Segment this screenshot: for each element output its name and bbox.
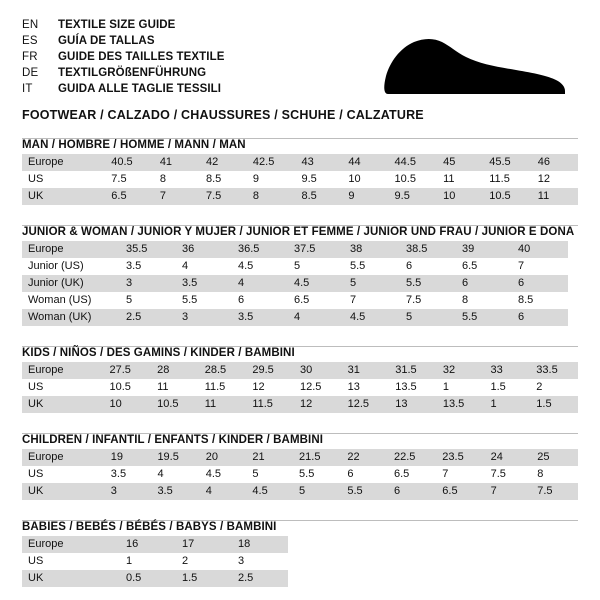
size-cell: 3 <box>176 309 232 326</box>
size-cell: 2 <box>176 553 232 570</box>
size-cell: 40 <box>512 241 568 258</box>
size-cell: 12 <box>532 171 578 188</box>
language-code: EN <box>22 19 39 31</box>
size-cell: 7 <box>344 292 400 309</box>
size-cell: 12.5 <box>294 379 342 396</box>
table-row <box>22 449 578 466</box>
size-cell: 36.5 <box>232 241 288 258</box>
table-row <box>22 241 568 258</box>
size-cell: 35.5 <box>120 241 176 258</box>
size-cell: 31 <box>342 362 390 379</box>
size-cell: 17 <box>176 536 232 553</box>
size-cell: 44 <box>342 154 388 171</box>
size-cell: 11.5 <box>483 171 532 188</box>
language-title: TEXTILGRÖßENFÜHRUNG <box>58 67 207 79</box>
size-cell: 3.5 <box>176 275 232 292</box>
size-cell: 1.5 <box>176 570 232 587</box>
size-cell: 44.5 <box>389 154 438 171</box>
size-cell: 5 <box>246 466 293 483</box>
size-cell: 12 <box>294 396 342 413</box>
table-row <box>22 570 288 587</box>
size-cell: 5.5 <box>293 466 341 483</box>
row-label: Europe <box>22 536 120 553</box>
size-table <box>22 362 578 413</box>
size-cell: 3.5 <box>151 483 199 500</box>
size-cell: 4 <box>200 483 247 500</box>
size-cell: 5 <box>293 483 341 500</box>
language-title-list <box>22 18 225 98</box>
row-label: Junior (US) <box>22 258 120 275</box>
size-cell: 5.5 <box>456 309 512 326</box>
size-cell: 39 <box>456 241 512 258</box>
category-title: FOOTWEAR / CALZADO / CHAUSSURES / SCHUHE / CALZATURE <box>22 108 424 122</box>
size-cell: 5.5 <box>400 275 456 292</box>
size-cell: 8 <box>456 292 512 309</box>
table-row <box>22 309 568 326</box>
size-cell: 2.5 <box>232 570 288 587</box>
size-block <box>22 225 578 326</box>
table-row <box>22 292 568 309</box>
row-label: US <box>22 171 105 188</box>
language-row <box>22 18 225 34</box>
size-cell: 10.5 <box>389 171 438 188</box>
row-label: US <box>22 466 105 483</box>
size-cell: 2.5 <box>120 309 176 326</box>
size-cell: 33 <box>484 362 530 379</box>
size-cell: 11 <box>532 188 578 205</box>
size-cell: 6.5 <box>436 483 484 500</box>
table-row <box>22 483 578 500</box>
size-cell: 38 <box>344 241 400 258</box>
size-cell: 11 <box>151 379 199 396</box>
size-cell: 5 <box>344 275 400 292</box>
language-row <box>22 66 225 82</box>
size-cell: 38.5 <box>400 241 456 258</box>
size-cell: 4.5 <box>200 466 247 483</box>
size-cell: 5.5 <box>344 258 400 275</box>
table-row <box>22 154 578 171</box>
size-block <box>22 433 578 500</box>
size-cell: 13.5 <box>437 396 485 413</box>
size-table <box>22 536 288 587</box>
size-cell: 1 <box>484 396 530 413</box>
size-cell: 3 <box>232 553 288 570</box>
size-cell: 28 <box>151 362 199 379</box>
size-cell: 12.5 <box>342 396 390 413</box>
size-cell: 0.5 <box>120 570 176 587</box>
size-cell: 7 <box>436 466 484 483</box>
language-row <box>22 50 225 66</box>
table-row <box>22 536 288 553</box>
size-cell: 22 <box>341 449 388 466</box>
size-cell: 9 <box>247 171 296 188</box>
size-cell: 28.5 <box>199 362 247 379</box>
size-cell: 6 <box>341 466 388 483</box>
size-cell: 40.5 <box>105 154 154 171</box>
size-cell: 45.5 <box>483 154 532 171</box>
size-block <box>22 520 578 587</box>
size-cell: 9.5 <box>295 171 342 188</box>
table-row <box>22 188 578 205</box>
size-cell: 7 <box>512 258 568 275</box>
language-row <box>22 82 225 98</box>
size-cell: 9 <box>342 188 388 205</box>
size-cell: 11.5 <box>199 379 247 396</box>
size-cell: 20 <box>200 449 247 466</box>
size-cell: 6 <box>232 292 288 309</box>
size-cell: 3.5 <box>105 466 152 483</box>
size-cell: 6.5 <box>456 258 512 275</box>
size-cell: 18 <box>232 536 288 553</box>
row-label: Junior (UK) <box>22 275 120 292</box>
size-cell: 7.5 <box>531 483 578 500</box>
table-row <box>22 275 568 292</box>
table-row <box>22 396 578 413</box>
size-cell: 5 <box>400 309 456 326</box>
size-cell: 5.5 <box>176 292 232 309</box>
size-cell: 37.5 <box>288 241 344 258</box>
language-title: GUIDE DES TAILLES TEXTILE <box>58 51 225 63</box>
size-cell: 4.5 <box>288 275 344 292</box>
size-cell: 3 <box>120 275 176 292</box>
size-cell: 8.5 <box>295 188 342 205</box>
table-row <box>22 466 578 483</box>
size-cell: 6 <box>512 309 568 326</box>
size-cell: 1.5 <box>484 379 530 396</box>
size-table <box>22 449 578 500</box>
table-row <box>22 258 568 275</box>
size-cell: 43 <box>295 154 342 171</box>
size-cell: 3.5 <box>232 309 288 326</box>
row-label: Europe <box>22 362 103 379</box>
size-cell: 23.5 <box>436 449 484 466</box>
size-cell: 6 <box>512 275 568 292</box>
table-row <box>22 553 288 570</box>
size-cell: 4 <box>151 466 199 483</box>
size-cell: 8.5 <box>512 292 568 309</box>
size-cell: 45 <box>437 154 483 171</box>
size-cell: 19.5 <box>151 449 199 466</box>
size-cell: 19 <box>105 449 152 466</box>
size-cell: 4.5 <box>344 309 400 326</box>
size-cell: 4 <box>176 258 232 275</box>
size-cell: 12 <box>246 379 294 396</box>
row-label: Woman (US) <box>22 292 120 309</box>
size-cell: 10.5 <box>103 379 151 396</box>
size-block <box>22 346 578 413</box>
size-cell: 6 <box>456 275 512 292</box>
size-cell: 6 <box>388 483 436 500</box>
size-cell: 8 <box>154 171 200 188</box>
size-cell: 9.5 <box>389 188 438 205</box>
size-cell: 10.5 <box>151 396 199 413</box>
size-cell: 33.5 <box>530 362 578 379</box>
dress-shoe-icon <box>376 32 576 102</box>
row-label: UK <box>22 483 105 500</box>
size-cell: 5 <box>120 292 176 309</box>
row-label: US <box>22 553 120 570</box>
language-code: FR <box>22 51 38 63</box>
size-cell: 21.5 <box>293 449 341 466</box>
size-cell: 32 <box>437 362 485 379</box>
language-code: ES <box>22 35 38 47</box>
language-code: DE <box>22 67 39 79</box>
size-cell: 21 <box>246 449 293 466</box>
size-cell: 7.5 <box>200 188 247 205</box>
size-cell: 25 <box>531 449 578 466</box>
size-cell: 42 <box>200 154 247 171</box>
row-label: UK <box>22 188 105 205</box>
size-cell: 1.5 <box>530 396 578 413</box>
row-label: US <box>22 379 103 396</box>
table-row <box>22 362 578 379</box>
size-table <box>22 154 578 205</box>
size-cell: 10.5 <box>483 188 532 205</box>
table-row <box>22 171 578 188</box>
size-block-title: CHILDREN / INFANTIL / ENFANTS / KINDER / BAMBINI <box>22 434 324 446</box>
size-cell: 10 <box>437 188 483 205</box>
size-cell: 27.5 <box>103 362 151 379</box>
size-cell: 6.5 <box>105 188 154 205</box>
language-row <box>22 34 225 50</box>
size-cell: 4 <box>232 275 288 292</box>
size-tables-container <box>22 138 578 587</box>
size-cell: 6 <box>400 258 456 275</box>
size-cell: 8 <box>247 188 296 205</box>
language-title: TEXTILE SIZE GUIDE <box>58 19 176 31</box>
size-table <box>22 241 568 326</box>
size-cell: 4.5 <box>246 483 293 500</box>
size-cell: 11 <box>199 396 247 413</box>
size-cell: 42.5 <box>247 154 296 171</box>
size-cell: 3.5 <box>120 258 176 275</box>
size-block-title: MAN / HOMBRE / HOMME / MANN / MAN <box>22 139 246 151</box>
size-cell: 6.5 <box>288 292 344 309</box>
size-cell: 1 <box>437 379 485 396</box>
size-block-title: BABIES / BEBÉS / BÉBÉS / BABYS / BAMBINI <box>22 521 277 533</box>
size-cell: 13.5 <box>389 379 437 396</box>
size-block-title: JUNIOR & WOMAN / JUNIOR Y MUJER / JUNIOR ET FEMME / JUNIOR UND FRAU / JUNIOR E DONA <box>22 226 575 238</box>
size-cell: 10 <box>342 171 388 188</box>
size-cell: 5.5 <box>341 483 388 500</box>
size-cell: 8 <box>531 466 578 483</box>
size-block <box>22 138 578 205</box>
size-cell: 4.5 <box>232 258 288 275</box>
size-cell: 10 <box>103 396 151 413</box>
size-cell: 1 <box>120 553 176 570</box>
table-row <box>22 379 578 396</box>
row-label: UK <box>22 570 120 587</box>
size-cell: 8.5 <box>200 171 247 188</box>
size-cell: 11.5 <box>246 396 294 413</box>
size-cell: 7 <box>154 188 200 205</box>
row-label: UK <box>22 396 103 413</box>
size-block-title: KIDS / NIÑOS / DES GAMINS / KINDER / BAMBINI <box>22 347 295 359</box>
size-cell: 11 <box>437 171 483 188</box>
size-cell: 13 <box>342 379 390 396</box>
size-cell: 22.5 <box>388 449 436 466</box>
size-cell: 30 <box>294 362 342 379</box>
size-cell: 7 <box>485 483 532 500</box>
row-label: Woman (UK) <box>22 309 120 326</box>
size-cell: 24 <box>485 449 532 466</box>
size-cell: 36 <box>176 241 232 258</box>
size-cell: 13 <box>389 396 437 413</box>
language-title: GUÍA DE TALLAS <box>58 35 155 47</box>
row-label: Europe <box>22 449 105 466</box>
language-title: GUIDA ALLE TAGLIE TESSILI <box>58 83 222 95</box>
size-cell: 7.5 <box>105 171 154 188</box>
size-cell: 3 <box>105 483 152 500</box>
size-cell: 6.5 <box>388 466 436 483</box>
row-label: Europe <box>22 241 120 258</box>
size-cell: 29.5 <box>246 362 294 379</box>
size-cell: 41 <box>154 154 200 171</box>
size-cell: 2 <box>530 379 578 396</box>
size-cell: 5 <box>288 258 344 275</box>
language-code: IT <box>22 83 33 95</box>
row-label: Europe <box>22 154 105 171</box>
size-cell: 7.5 <box>485 466 532 483</box>
size-cell: 16 <box>120 536 176 553</box>
size-cell: 31.5 <box>389 362 437 379</box>
size-cell: 4 <box>288 309 344 326</box>
page-header <box>22 18 578 122</box>
size-cell: 46 <box>532 154 578 171</box>
size-cell: 7.5 <box>400 292 456 309</box>
